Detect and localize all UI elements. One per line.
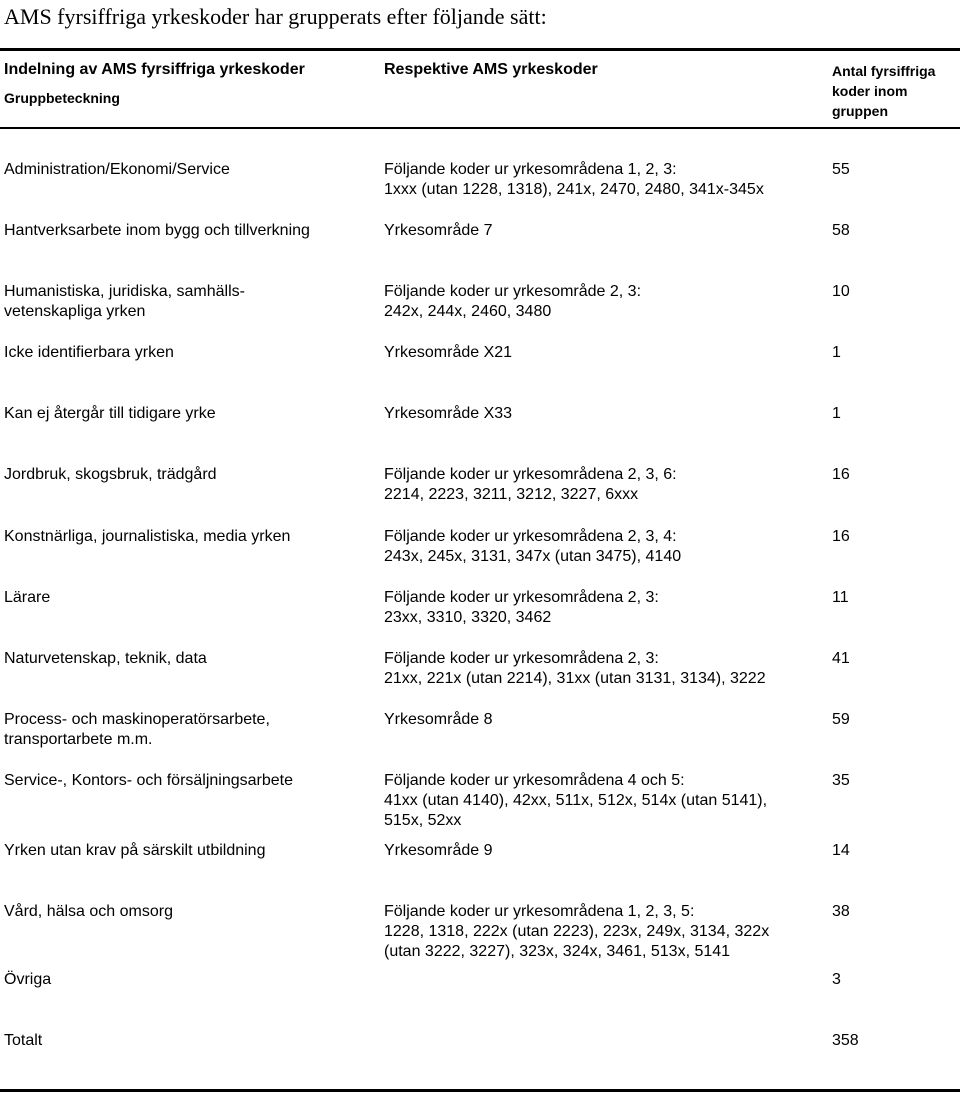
codes-text: Yrkesområde 9 <box>384 842 493 859</box>
group-name: Kan ej återgår till tidigare yrke <box>4 405 216 422</box>
code-count: 3 <box>832 971 841 988</box>
codes-text: Följande koder ur yrkesområde 2, 3: 242x, 244x, 2460, 3480 <box>384 283 642 320</box>
codes-text: Följande koder ur yrkesområdena 2, 3, 6: 2214, 2223, 3211, 3212, 3227, 6xxx <box>384 466 677 503</box>
code-count: 38 <box>832 903 850 920</box>
header-grouping: Indelning av AMS fyrsiffriga yrkeskoder <box>4 61 305 78</box>
code-count: 59 <box>832 711 850 728</box>
group-name: Icke identifierbara yrken <box>4 344 174 361</box>
code-count: 11 <box>832 589 849 606</box>
codes-text: Följande koder ur yrkesområdena 2, 3, 4: 243x, 245x, 3131, 347x (utan 3475), 4140 <box>384 528 682 565</box>
group-name: Humanistiska, juridiska, samhälls- vetenskapliga yrken <box>4 283 245 320</box>
group-name: Naturvetenskap, teknik, data <box>4 650 207 667</box>
header-group-name: Gruppbeteckning <box>4 90 120 106</box>
code-count: 1 <box>832 344 841 361</box>
codes-text: Yrkesområde X21 <box>384 344 513 361</box>
codes-text: Yrkesområde 7 <box>384 222 493 239</box>
header-count: Antal fyrsiffriga koder inom gruppen <box>832 63 936 119</box>
codes-text: Yrkesområde 8 <box>384 711 493 728</box>
codes-text: Följande koder ur yrkesområdena 4 och 5: 41xx (utan 4140), 42xx, 511x, 512x, 514x (utan 5141), 515x, 52xx <box>384 772 768 829</box>
code-count: 14 <box>832 842 850 859</box>
total-count: 358 <box>832 1032 859 1049</box>
group-name: Övriga <box>4 971 52 988</box>
code-count: 16 <box>832 466 850 483</box>
codes-text: Följande koder ur yrkesområdena 2, 3: 23xx, 3310, 3320, 3462 <box>384 589 659 626</box>
codes-text: Följande koder ur yrkesområdena 1, 2, 3: 1xxx (utan 1228, 1318), 241x, 2470, 2480, 341x-345x <box>384 161 764 198</box>
page-title: AMS fyrsiffriga yrkeskoder har grupperats efter följande sätt: <box>4 4 547 29</box>
code-count: 55 <box>832 161 850 178</box>
top-rule <box>0 48 960 51</box>
total-label: Totalt <box>4 1032 43 1049</box>
group-name: Vård, hälsa och omsorg <box>4 903 173 920</box>
group-name: Konstnärliga, journalistiska, media yrken <box>4 528 291 545</box>
header-codes: Respektive AMS yrkeskoder <box>384 61 598 78</box>
code-count: 1 <box>832 405 841 422</box>
bottom-rule <box>0 1089 960 1092</box>
header-rule <box>0 127 960 129</box>
group-name: Service-, Kontors- och försäljningsarbete <box>4 772 294 789</box>
code-count: 16 <box>832 528 850 545</box>
code-count: 41 <box>832 650 850 667</box>
code-count: 10 <box>832 283 850 300</box>
code-count: 35 <box>832 772 850 789</box>
group-name: Lärare <box>4 589 51 606</box>
group-name: Administration/Ekonomi/Service <box>4 161 230 178</box>
codes-text: Följande koder ur yrkesområdena 1, 2, 3, 5: 1228, 1318, 222x (utan 2223), 223x, 249x, 3134, 322x (utan 3222, 3227), 323x, 324x, 3461, 513x, 5141 <box>384 903 770 960</box>
group-name: Jordbruk, skogsbruk, trädgård <box>4 466 217 483</box>
codes-text: Följande koder ur yrkesområdena 2, 3: 21xx, 221x (utan 2214), 31xx (utan 3131, 3134), 3222 <box>384 650 766 687</box>
group-name: Yrken utan krav på särskilt utbildning <box>4 842 266 859</box>
codes-text: Yrkesområde X33 <box>384 405 513 422</box>
group-name: Process- och maskinoperatörsarbete, transportarbete m.m. <box>4 711 270 748</box>
group-name: Hantverksarbete inom bygg och tillverkning <box>4 222 310 239</box>
code-count: 58 <box>832 222 850 239</box>
